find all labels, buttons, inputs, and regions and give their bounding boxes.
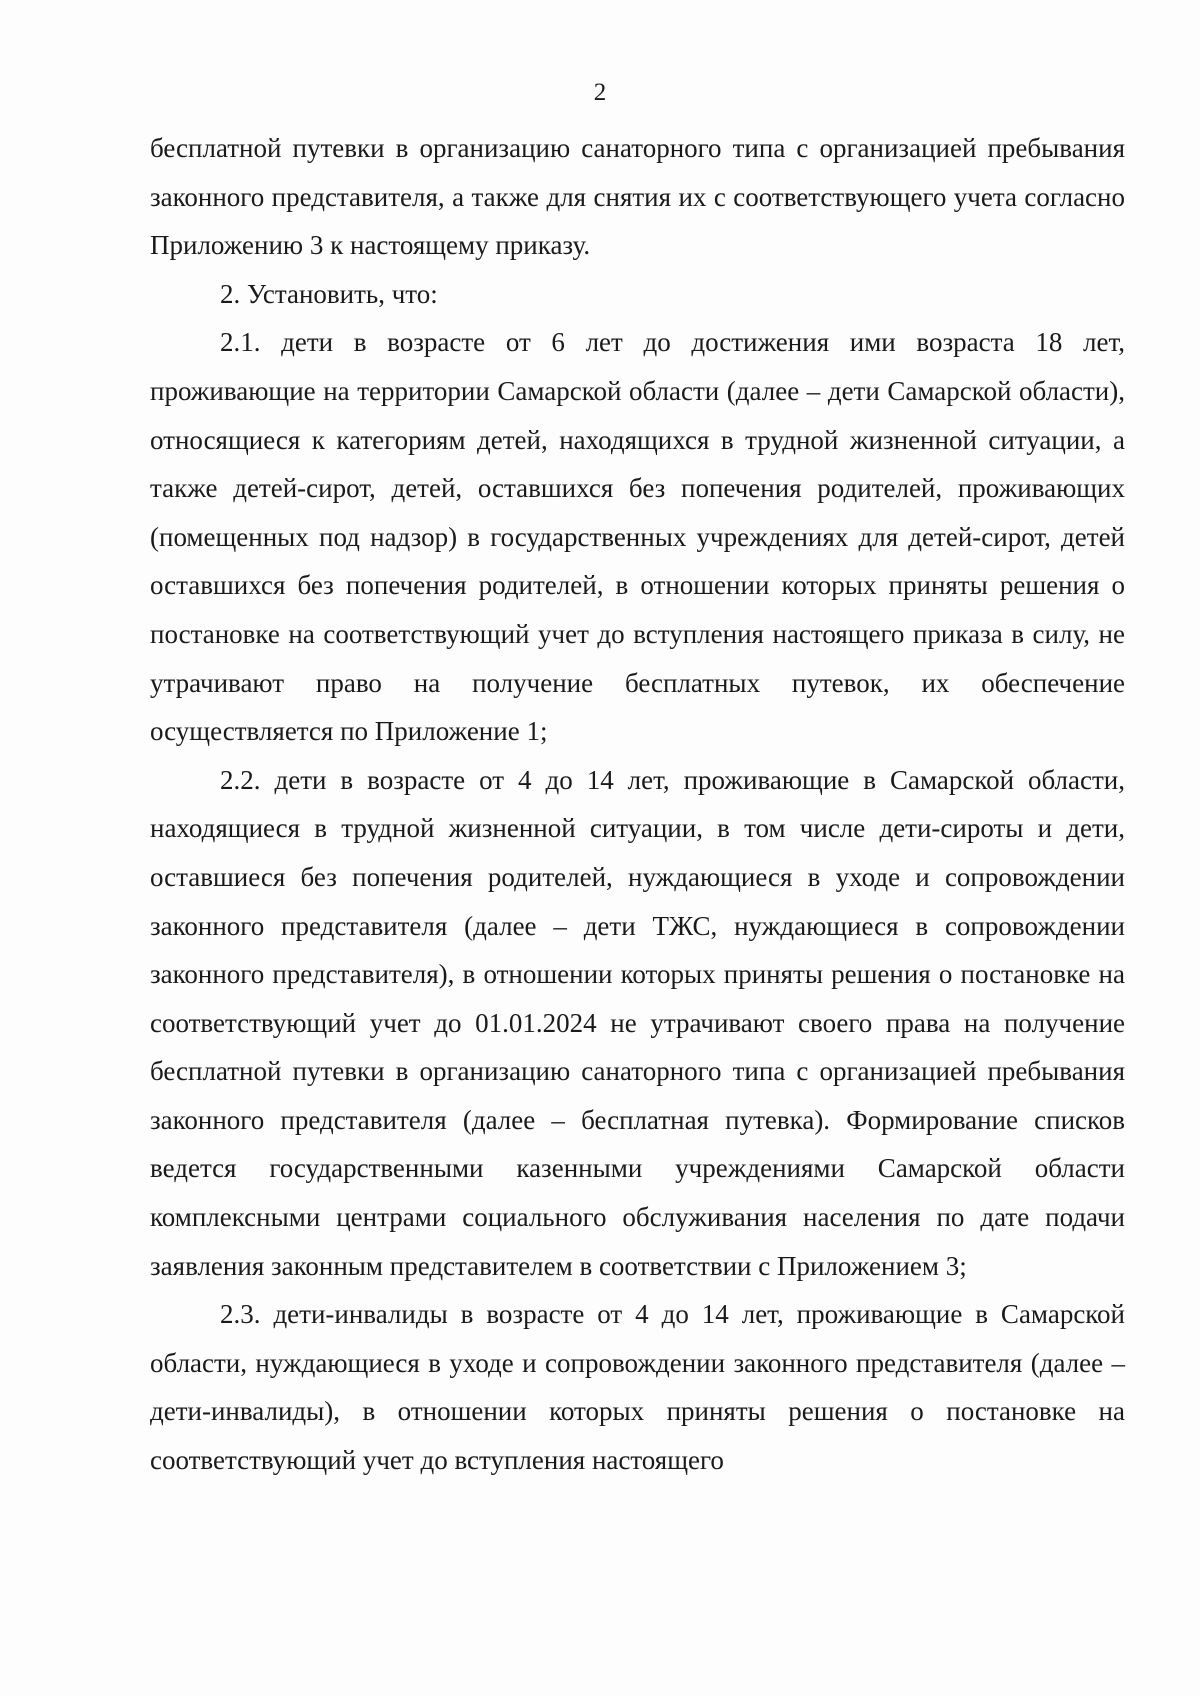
- paragraph-clause-2-1: 2.1. дети в возрасте от 6 лет до достижения ими возраста 18 лет, проживающие на территории Самарской области (далее – дети Самарской области), относящиеся к категориям детей, находящихся в трудной жизненной ситуации, а также детей-сирот, детей, оставшихся без попечения родителей, проживающих (помещенных под надзор) в государственных учреждениях для детей-сирот, детей оставшихся без попечения родителей, в отношении которых приняты решения о постановке на соответствующий учет до вступления настоящего приказа в силу, не утрачивают право на получение бесплатных путевок, их обеспечение осуществляется по Приложение 1;: [150, 327, 1125, 747]
- paragraph-clause-2-3: 2.3. дети-инвалиды в возрасте от 4 до 14 лет, проживающие в Самарской области, нуждающиеся в уходе и сопровождении законного представителя (далее – дети-инвалиды), в отношении которых приняты решения о постановке на соответствующий учет до вступления настоящего: [150, 1299, 1125, 1476]
- document-body: [150, 124, 1125, 1485]
- page-number: 2: [593, 79, 607, 106]
- paragraph-continuation: бесплатной путевки в организацию санаторного типа с организацией пребывания законного представителя, а также для снятия их с соответствующего учета согласно Приложению 3 к настоящему приказу.: [150, 133, 1125, 261]
- paragraph-clause-2-2: 2.2. дети в возрасте от 4 до 14 лет, проживающие в Самарской области, находящиеся в трудной жизненной ситуации, в том числе дети-сироты и дети, оставшиеся без попечения родителей, нуждающиеся в уходе и сопровождении законного представителя (далее – дети ТЖС, нуждающиеся в сопровождении законного представителя), в отношении которых приняты решения о постановке на соответствующий учет до 01.01.2024 не утрачивают своего права на получение бесплатной путевки в организацию санаторного типа с организацией пребывания законного представителя (далее – бесплатная путевка). Формирование списков ведется государственными казенными учреждениями Самарской области комплексными центрами социального обслуживания населения по дате подачи заявления законным представителем в соответствии с Приложением 3;: [150, 764, 1125, 1281]
- paragraph-clause-2: 2. Установить, что:: [220, 278, 438, 309]
